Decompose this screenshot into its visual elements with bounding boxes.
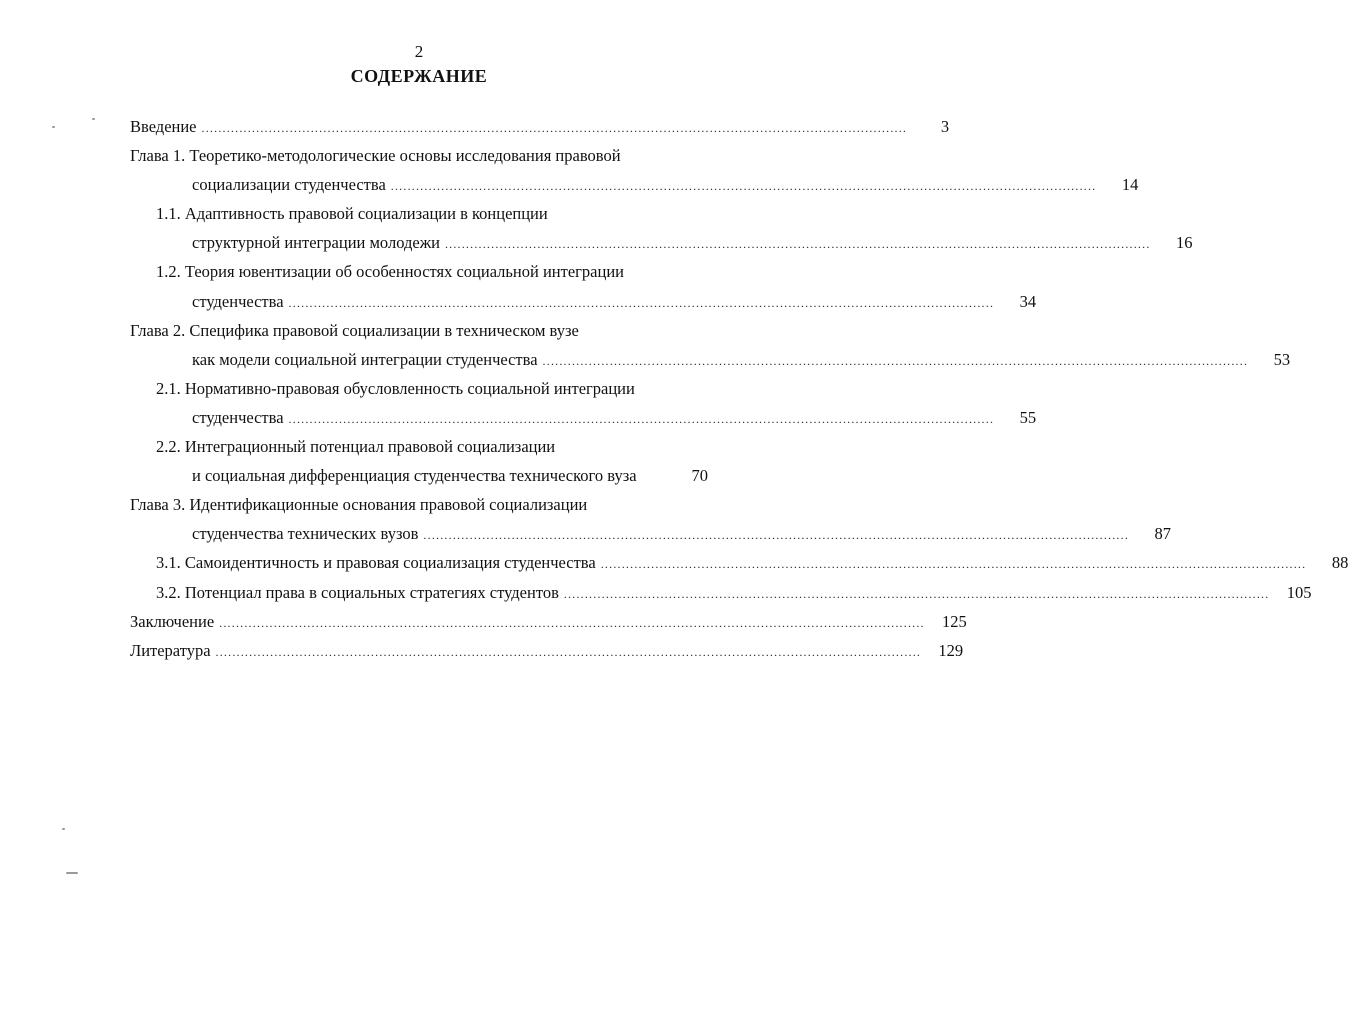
dot-leader: ........................................................................................................................................................................ (215, 644, 922, 659)
scan-speck (66, 872, 78, 874)
page-title: СОДЕРЖАНИЕ (350, 66, 488, 86)
toc-entry-text: Глава 2. Специфика правовой социализации в техническом вузе (130, 316, 583, 345)
toc-entry-text: 1.1. Адаптивность правовой социализации в концепции (156, 199, 552, 228)
toc-entry-chapter-1[interactable] (130, 141, 708, 170)
toc-entry-section-2-1-cont[interactable] (130, 403, 1037, 432)
toc-entry-chapter-2[interactable] (130, 316, 708, 345)
dot-leader: ........................................................................................................................................................................ (423, 528, 1130, 543)
toc-entry-text: как модели социальной интеграции студенчества (192, 345, 543, 374)
page-number: 2 (414, 42, 424, 61)
toc-entry-section-2-1[interactable] (130, 374, 708, 403)
toc-page-number: 16 (1176, 233, 1193, 253)
toc-entry-chapter-3[interactable] (130, 490, 708, 519)
toc-entry-section-2-2-cont[interactable] (130, 461, 708, 490)
toc-entry-text: студенчества технических вузов (192, 519, 423, 548)
toc-page-number: 53 (1273, 349, 1291, 369)
table-of-contents (130, 112, 1348, 665)
toc-entry-section-3-1[interactable] (130, 548, 1348, 577)
toc-entry-chapter-3-cont[interactable] (130, 519, 1172, 548)
dot-leader: ........................................................................................................................................................................ (288, 295, 995, 310)
toc-entry-section-1-2-cont[interactable] (130, 287, 1037, 316)
toc-entry-text: Введение (130, 112, 202, 141)
dot-leader: ........................................................................................................................................................................ (542, 353, 1249, 368)
toc-entry-section-1-1-cont[interactable] (130, 228, 1193, 257)
toc-entry-text: 3.2. Потенциал права в социальных стратегиях студентов (156, 578, 564, 607)
toc-entry-text: Глава 3. Идентификационные основания правовой социализации (130, 490, 591, 519)
toc-entry-introduction[interactable] (130, 112, 950, 141)
toc-entry-section-1-2[interactable] (130, 257, 708, 286)
toc-entry-text: Литература (130, 636, 216, 665)
toc-entry-text: Глава 1. Теоретико-методологические основы исследования правовой (130, 141, 625, 170)
dot-leader: ........................................................................................................................................................................ (288, 411, 995, 426)
dot-leader: ........................................................................................................................................................................ (600, 557, 1307, 572)
scan-speck (52, 126, 55, 128)
toc-page-number: 125 (942, 611, 967, 631)
toc-entry-chapter-2-cont[interactable] (130, 345, 1291, 374)
toc-entry-section-3-2[interactable] (130, 578, 1312, 607)
toc-page-number: 14 (1121, 175, 1139, 195)
dot-leader: ........................................................................................................................................................................ (563, 586, 1270, 601)
dot-leader: ........................................................................................................................................................................ (201, 121, 908, 135)
toc-entry-text: 2.1. Нормативно-правовая обусловленность социальной интеграции (156, 374, 639, 403)
toc-entry-chapter-1-cont[interactable] (130, 170, 1139, 199)
toc-entry-text: структурной интеграции молодежи (192, 228, 445, 257)
dot-leader: ........................................................................................................................................................................ (219, 615, 925, 630)
toc-page-number: 55 (1019, 407, 1037, 427)
toc-page-number: 87 (1154, 524, 1172, 544)
toc-entry-text: социализации студенчества (192, 170, 391, 199)
toc-entry-conclusion[interactable] (130, 607, 967, 636)
toc-page-number: 3 (940, 117, 950, 136)
toc-entry-text: студенчества (192, 403, 289, 432)
toc-page-number: 105 (1286, 582, 1312, 602)
toc-page-number: 34 (1019, 291, 1037, 311)
toc-entry-text: 3.1. Самоидентичность и правовая социализация студенчества (156, 548, 601, 577)
toc-entry-section-2-2[interactable] (130, 432, 708, 461)
toc-entry-text: 1.2. Теория ювентизации об особенностях социальной интеграции (156, 257, 628, 286)
toc-page-number: 88 (1331, 553, 1348, 573)
toc-entry-text: 2.2. Интеграционный потенциал правовой социализации (156, 432, 559, 461)
toc-entry-text: Заключение (130, 607, 219, 636)
toc-entry-text: и социальная дифференциация студенчества технического вуза (192, 461, 642, 490)
toc-page-number: 70 (691, 466, 708, 486)
toc-entry-literature[interactable] (130, 636, 964, 665)
scan-speck (92, 118, 95, 120)
toc-entry-text: студенчества (192, 287, 289, 316)
dot-leader: ........................................................................................................................................................................ (444, 237, 1151, 252)
scan-speck (62, 828, 65, 830)
toc-entry-section-1-1[interactable] (130, 199, 708, 228)
toc-page-number: 129 (938, 640, 964, 660)
dot-leader: ........................................................................................................................................................................ (390, 179, 1097, 194)
